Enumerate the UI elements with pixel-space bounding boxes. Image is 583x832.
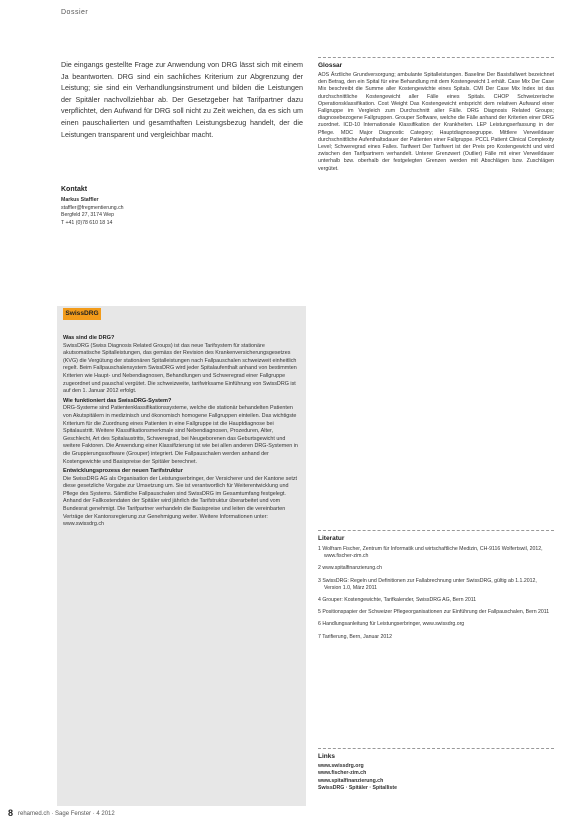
box-heading-2: Wie funktioniert das SwissDRG-System? <box>63 397 172 404</box>
box-paragraph-1: SwissDRG (Swiss Diagnosis Related Groups) ist das neue Tarifsystem für stationäre akutsomatische Spitalleistungen, das gemäss der Revision des Krankenversicherungsgesetzes (KVG) die Vergütung der stationären Spitalleistungen nach Fallpauschalen schweizweit einheitlich regelt. Beim Fallpauschalensystem SwissDRG wird jeder Spitalaufenthalt anhand von bestimmten Kriterien wie Haupt- und Nebendiagnosen, Behandlungen und Schweregrad einer Fallgruppe zugeordnet und pauschal vergütet. Die schweizweite, tarifwirksame Einführung von SwissDRG ist auf den 1. Januar 2012 erfolgt. <box>63 342 297 395</box>
box-paragraph-2: DRG-Systeme sind Patientenklassifikationssysteme, welche die stationär behandelten Patienten von Akutspitälern in medizinisch und ökonomisch homogene Fallgruppen einteilen. Das wichtigste Kriterium für die Zuordnung eines Patienten in eine Fallgruppe ist die Hauptdiagnose bei Spitalaustritt. Weitere Klassifikationsmerkmale sind Nebendiagnosen, Prozeduren, Alter, Geschlecht, Art des Spitalaustritts, Schweregrad, bei Neugeborenen das Geburtsgewicht und weitere Faktoren. Die Anwendung einer Klassifizierung ist wie bei allen anderen DRG-Systemen in die Gruppierungssoftware (Grouper) integriert. Die Fallpauschalen werden anhand der Kostengewichte und Basispreise der Spitäler berechnet. <box>63 405 298 465</box>
literature-item[interactable]: 2 www.spitalfinanzierung.ch <box>318 565 383 572</box>
literature-item: 4 Grouper: Kostengewichte, Tarifkalender, SwissDRG AG, Bern 2011 <box>318 597 477 604</box>
links-title: Links <box>318 753 335 760</box>
link-item[interactable]: SwissDRG · Spitäler · Spitalliste <box>318 785 397 792</box>
swissdrg-box-text <box>63 335 301 531</box>
links-rule <box>318 748 554 749</box>
literature-list <box>318 546 554 646</box>
literature-item: 3 SwissDRG: Regeln und Definitionen zur Fallabrechnung unter SwissDRG, gültig ab 1.1.2012, Version 1.0, März 2011 <box>318 577 537 591</box>
box-heading-3: Entwicklungsprozess der neuen Tarifstruktur <box>63 468 183 475</box>
links-block <box>318 763 397 793</box>
literature-item: 7 Tarifierung, Bern, Januar 2012 <box>318 633 393 640</box>
magazine-footer: rehamed.ch · Sage Fenster · 4 2012 <box>18 811 115 817</box>
contact-email[interactable]: staffler@fregmentierung.ch <box>61 204 124 211</box>
literature-rule <box>318 530 554 531</box>
page-number: 8 <box>8 808 14 818</box>
swissdrg-badge: SwissDRG <box>63 308 101 320</box>
link-item[interactable]: www.swissdrg.org <box>318 763 364 769</box>
literature-item: 6 Handlungsanleitung für Leistungserbringer, www.swissdrg.org <box>318 621 465 628</box>
literature-title: Literatur <box>318 535 345 542</box>
literature-item: 1 Wolfram Fischer, Zentrum für Informatik und wirtschaftliche Medizin, CH-9116 Wolfertswil, 2012, www.fischer-zim.ch <box>318 546 543 560</box>
link-item[interactable]: www.fischer-zim.ch <box>318 770 367 777</box>
contact-block <box>61 197 124 228</box>
glossar-rule <box>318 57 554 58</box>
intro-paragraph: Die eingangs gestellte Frage zur Anwendung von DRG lässt sich mit einem Ja beantworten. DRG sind ein sachliches Kriterium zur Abgrenzung der Leistung; sie sind ein Verhandlungsinstrument und bilden die Leistungen der Spitäler nachvollziehbar ab. Der Gesetzgeber hat Tarifpartner dazu verpflichtet, den Aufwand für DRG soll nicht zu Zeit weichen, da es sich um einen pauschalierten und gesamthaften Leistungsbezug handelt, der die Leistungen transparent und vergleichbar macht. <box>61 60 303 139</box>
contact-name: Markus Staffler <box>61 197 99 203</box>
glossar-text: AOS Ärztliche Grundversorgung; ambulante Spitalleistungen. Baseline Der Basisfallwert bezeichnet den Betrag, den ein Spital für eine Behandlung mit dem Kostengewicht 1 erhält. Case Mix Der Case Mix beschreibt die Summe aller Kostengewichte eines Spitals. CMI Der Case Mix Index ist das durchschnittliche Kostengewicht aller Fälle eines Spitals. CHOP Schweizerische Operationsklassifikation. Cost Weight Das Kostengewicht entspricht dem relativen Aufwand einer Fallgruppe im Vergleich zum Durchschnitt aller Fälle. DRG Diagnosis Related Groups; diagnosebezogene Fallgruppen. Grouper Software, welche die Fälle anhand der Kriterien einer DRG zuordnet. ICD-10 Internationale Klassifikation der Krankheiten. LEP Leistungserfassung in der Pflege. MDC Major Diagnostic Category; Hauptdiagnosegruppe. Mittlere Verweildauer durchschnittliche Aufenthaltsdauer der Patienten einer Fallgruppe. PCCL Patient Clinical Complexity Level; Schweregrad eines Falles. Tarifwert Der Tarifwert ist der Preis pro Kostengewicht und wird zwischen den Tarifpartnern verhandelt. Unterer Grenzwert (Outlier) Fälle mit einer Verweildauer unterhalb bzw. oberhalb der festgelegten Grenzen werden mit Abschlägen bzw. Zuschlägen vergütet. <box>318 72 554 172</box>
contact-street: Bergfeld 27, 3174 Wep <box>61 212 114 219</box>
glossar-title: Glossar <box>318 62 343 69</box>
contact-title: Kontakt <box>61 186 88 193</box>
literature-item: 5 Positionspapier der Schweizer Pflegeorganisationen zur Einführung der Fallpauschalen, Bern 2011 <box>318 609 550 616</box>
contact-phone: T +41 (0)78 610 18 14 <box>61 220 113 227</box>
section-label: Dossier <box>61 9 89 16</box>
box-paragraph-3: Die SwissDRG AG als Organisation der Leistungserbringer, der Versicherer und der Kantone setzt diese gesetzliche Vorgabe zur Umsetzung um. Sie ist verantwortlich für Weiterentwicklung und Pflege des Systems. Sämtliche Fallpauschalen sind SwissDRG im Gesamtumfang festgelegt. Anhand der Fallkostendaten der Spitäler wird jährlich die Tarifstruktur überarbeitet und vom Bundesrat genehmigt. Die Tarifpartner verhandeln die Basispreise und leiten die vereinbarten Verträge der Kantonsregierung zur Genehmigung weiter. Weitere Informationen unter: www.swissdrg.ch <box>63 475 298 528</box>
box-heading-1: Was sind die DRG? <box>63 335 115 341</box>
link-item[interactable]: www.spitalfinanzierung.ch <box>318 777 384 784</box>
